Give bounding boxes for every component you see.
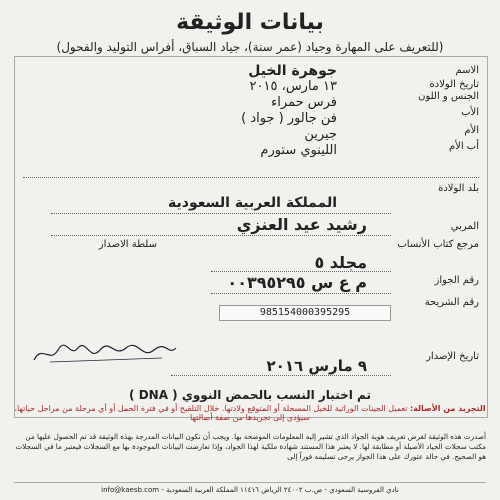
horse-sire: فن جالور ( جواد ) — [241, 111, 337, 126]
stud-book-value: مجلد ٥ — [314, 253, 367, 272]
country-line — [51, 213, 391, 214]
breeder-name: رشيد عيد العنزي — [236, 215, 367, 234]
stud-book-line — [211, 271, 391, 272]
horse-gender-color: فرس حمراء — [271, 95, 337, 110]
gender-color-label: الجنس و اللون — [418, 91, 479, 102]
stud-book-label: مرجع كتاب الأنساب — [397, 239, 479, 250]
dob-label: تاريخ الولادة — [429, 79, 479, 90]
damsire-label: أب الأم — [448, 141, 479, 152]
passport-line — [211, 293, 391, 294]
country-label: بلد الولادة — [438, 183, 479, 194]
signature-image — [30, 338, 180, 368]
breeder-line — [51, 235, 391, 236]
horse-damsire: اللينوي ستورم — [260, 143, 337, 158]
dna-statement: تم اختبار النسب بالحمض النووي ( DNA ) — [129, 388, 371, 402]
dam-label: الأم — [464, 125, 479, 136]
footer-org: نادي الفروسية السعودي - ص.ب ٢٤٠٠٢ الرياض ١١٤١٦ المملكة العربية السعودية - info@kaesb.com — [14, 482, 486, 494]
section-divider — [23, 177, 479, 178]
warning-title: التجريد من الأصالة: — [410, 404, 486, 413]
name-label: الاسم — [455, 65, 479, 76]
horse-dam: جيرين — [304, 127, 337, 142]
warning-text: تعميل الجينات الوراثية للخيل المسجلة أو المتوقع ولادتها. خلال التلقيح أو في فترة الحمل أو أي مرحلة من مراحل حياتها، سيؤدي إلى تجريدها من صفة أصالتها — [14, 404, 408, 422]
issue-date: ٩ مارس ٢٠١٦ — [266, 357, 367, 375]
birth-country: المملكة العربية السعودية — [168, 195, 337, 211]
issue-date-line — [171, 375, 391, 376]
chip-number-box: 985154000395295 — [219, 305, 391, 321]
passport-number: م ع س ٠٠٣٩٥٢٩٥ — [227, 273, 367, 292]
horse-name: جوهرة الخيل — [248, 63, 337, 79]
sire-label: الأب — [461, 107, 479, 118]
warning-block — [14, 404, 486, 422]
horse-dob: ١٣ مارس، ٢٠١٥ — [249, 79, 337, 94]
authority-label: سلطة الاصدار — [98, 239, 157, 250]
document-title: بيانات الوثيقة — [176, 10, 324, 35]
document-subtitle: (للتعريف على المهارة وجياد (عمر سنة)، جياد السباق، أفراس التوليد والفحول) — [56, 40, 444, 54]
footer-disclaimer: أصدرت هذه الوثيقة لغرض تعريف هوية الجواد الذي تشير إليه المعلومات الموضحة بها. ويجب أن تكون البيانات المدرجة بهذه الوثيقة قد تم الحصول عليها من مكتب سجلات الجياد الأصيلة أو مطابقة لها. لا يعتبر هذا المستند شهادة ملكية لهذا الجواد، وإذا تعارضت البيانات الموجودة بها مع السجلات فيعتبر ما في السجلات هو الصحيح. في حالة عثورك على هذا الجواز يرجى تسليمه فوراً إلى — [15, 432, 486, 461]
passport-label: رقم الجواز — [434, 275, 479, 286]
breeder-label: المربي — [450, 221, 479, 232]
chip-label: رقم الشريحة — [424, 297, 479, 308]
issue-date-label: تاريخ الإصدار — [426, 351, 479, 362]
